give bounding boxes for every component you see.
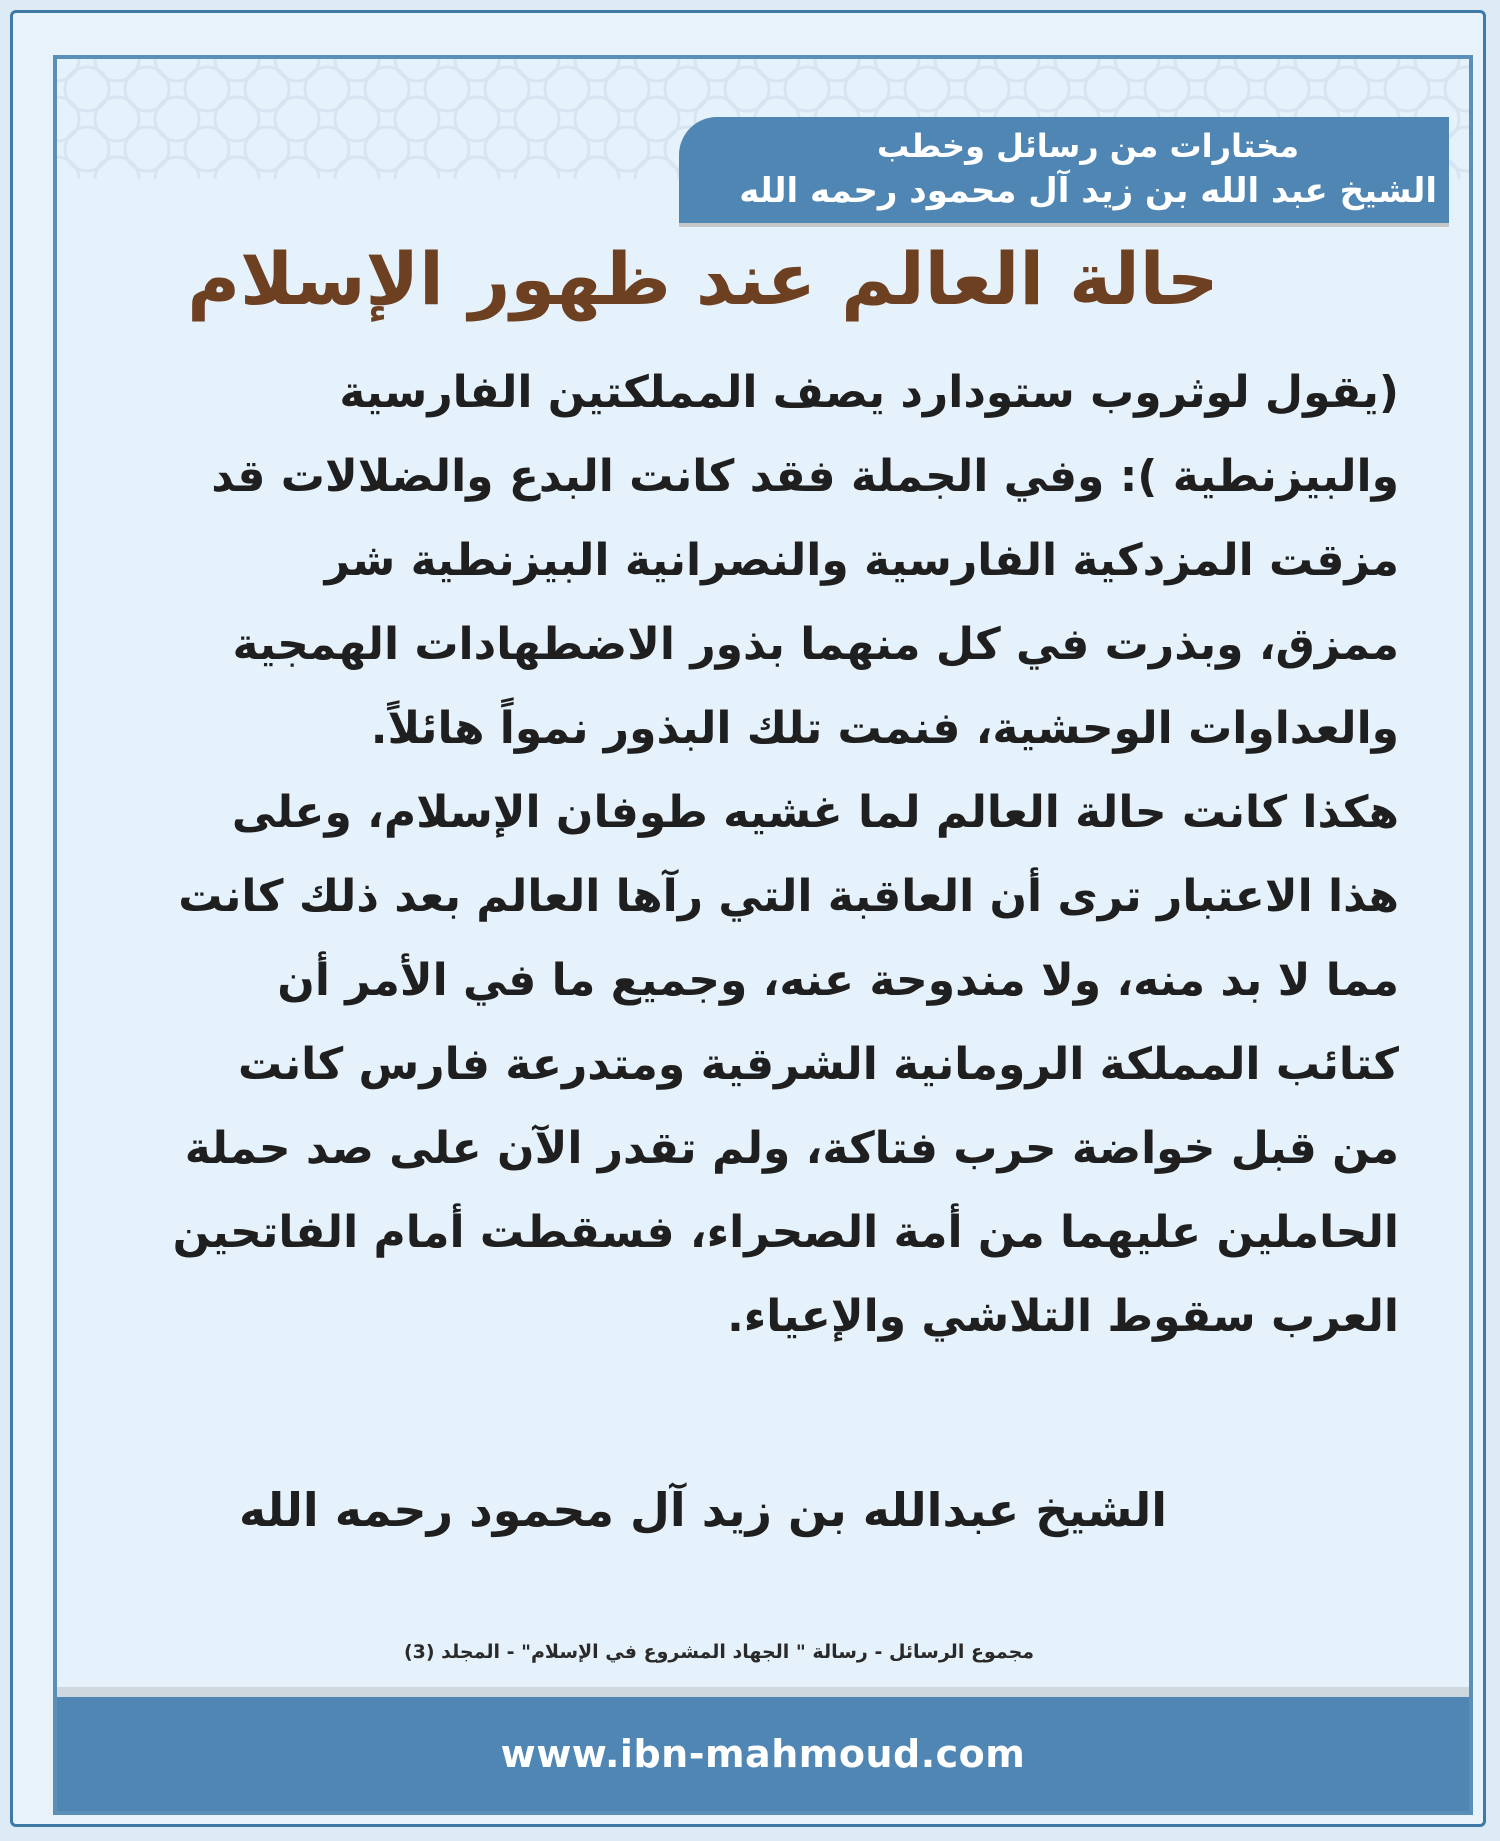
body-line: كتائب المملكة الرومانية الشرقية ومتدرعة فارس كانت	[238, 1039, 1399, 1090]
footer-divider	[57, 1687, 1469, 1697]
series-title: مختارات من رسائل وخطب	[876, 127, 1299, 165]
author-title: الشيخ عبد الله بن زيد آل محمود رحمه الله	[739, 171, 1437, 211]
source-citation: مجموع الرسائل - رسالة " الجهاد المشروع في الإسلام" - المجلد (3)	[403, 1641, 1035, 1663]
website-link[interactable]: www.ibn-mahmoud.com	[500, 1732, 1026, 1776]
body-line: هذا الاعتبار ترى أن العاقبة التي رآها العالم بعد ذلك كانت	[178, 871, 1399, 922]
body-line: العرب سقوط التلاشي والإعياء.	[727, 1291, 1399, 1342]
header-banner	[679, 117, 1449, 227]
body-line: مما لا بد منه، ولا مندوحة عنه، وجميع ما في الأمر أن	[277, 955, 1399, 1006]
author-signature: الشيخ عبدالله بن زيد آل محمود رحمه الله	[238, 1483, 1168, 1537]
body-line: والبيزنطية ): وفي الجملة فقد كانت البدع والضلالات قد	[211, 451, 1399, 502]
outer-frame	[10, 10, 1486, 1827]
document-card	[53, 55, 1473, 1815]
body-line: هكذا كانت حالة العالم لما غشيه طوفان الإسلام، وعلى	[231, 787, 1399, 838]
article-body	[119, 351, 1399, 1359]
body-line: ممزق، وبذرت في كل منهما بذور الاضطهادات الهمجية	[232, 619, 1399, 670]
body-line: والعداوات الوحشية، فنمت تلك البذور نمواً هائلاً.	[370, 703, 1399, 754]
body-line: من قبل خواضة حرب فتاكة، ولم تقدر الآن على صد حملة	[184, 1123, 1399, 1174]
body-line: الحاملين عليهما من أمة الصحراء، فسقطت أمام الفاتحين	[172, 1207, 1399, 1258]
footer-bar	[57, 1697, 1469, 1815]
body-line: (يقول لوثروب ستودارد يصف المملكتين الفارسية	[339, 367, 1399, 418]
body-line: مزقت المزدكية الفارسية والنصرانية البيزنطية شر	[324, 535, 1399, 586]
page-title: حالة العالم عند ظهور الإسلام	[187, 237, 1219, 321]
